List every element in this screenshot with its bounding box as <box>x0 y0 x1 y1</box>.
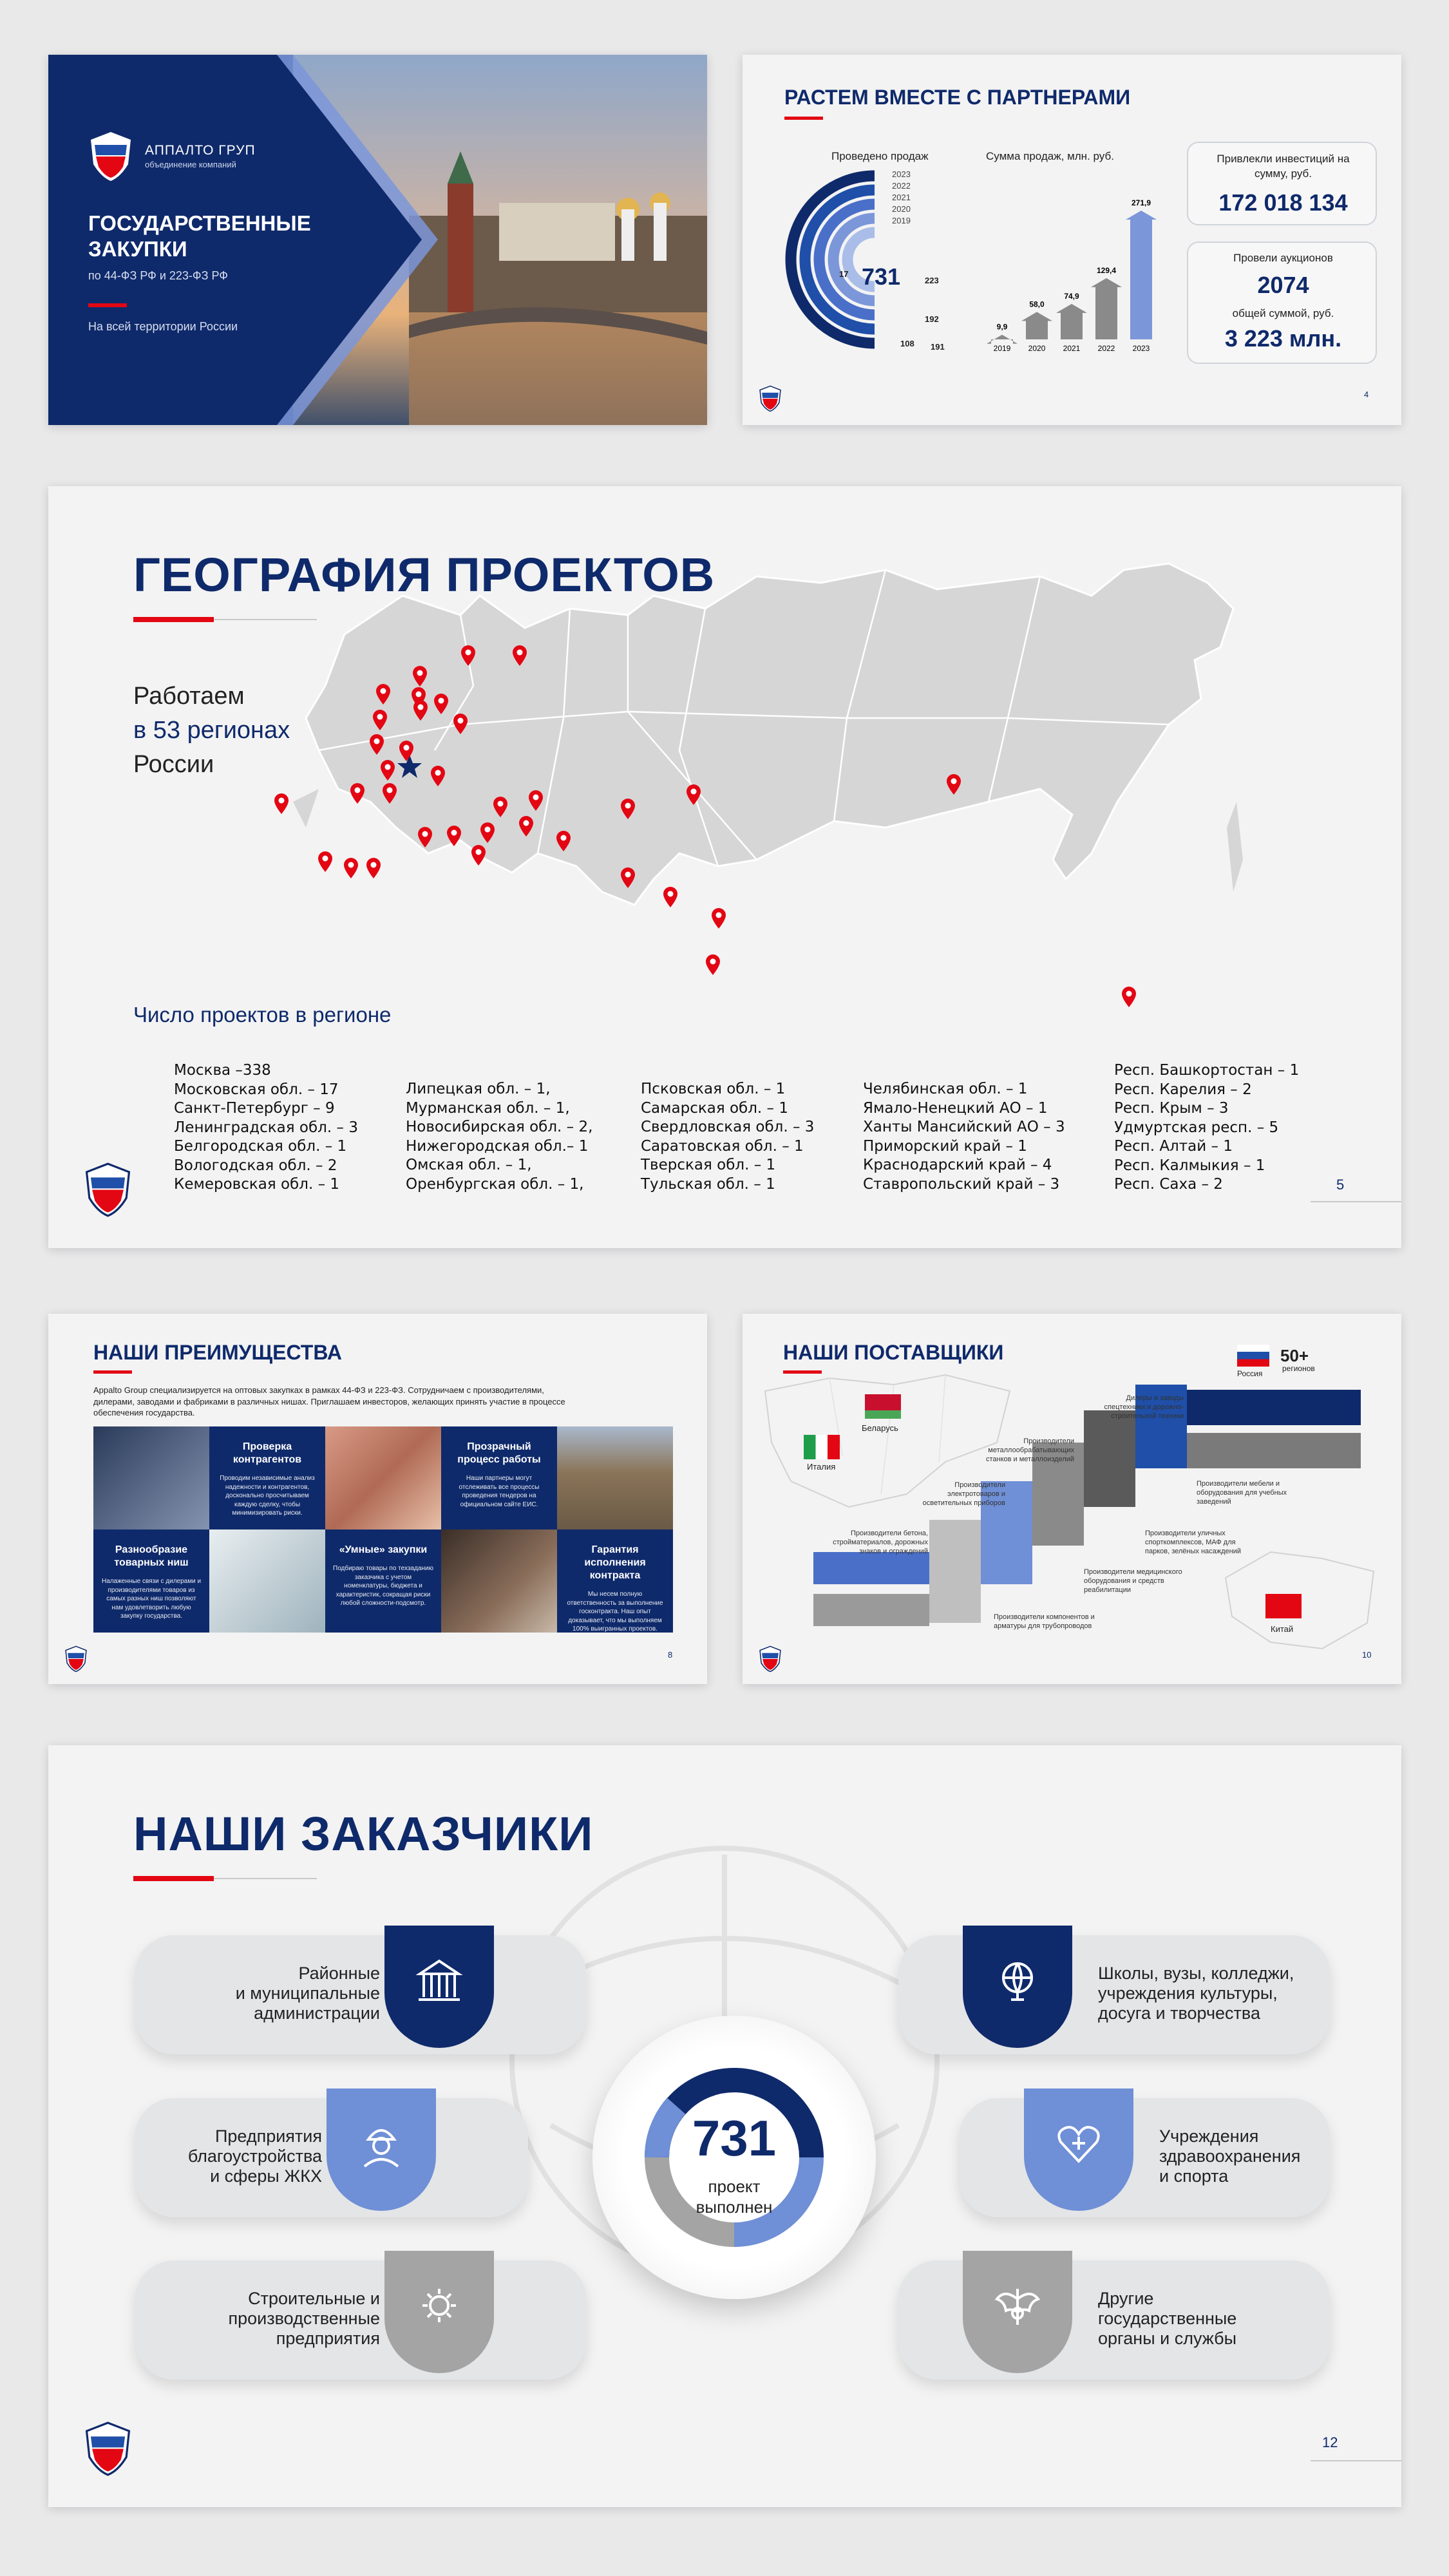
photo-businessman <box>93 1426 209 1530</box>
globe-icon <box>992 1955 1043 2006</box>
slide-advantages <box>48 1314 707 1684</box>
china-label: Китай <box>1271 1624 1294 1634</box>
invest-value: 172 018 134 <box>1218 189 1348 216</box>
bar-value-label: 271,9 <box>1131 198 1151 207</box>
map-pin-icon <box>446 825 462 847</box>
regions-col3: Псковская обл. – 1 Самарская обл. – 1 Свердловская обл. – 3 Саратовская обл. – 1 Тверская обл. – 1 Тульская обл. – 1 <box>641 1081 815 1193</box>
territory-text: На всей территории России <box>88 320 238 333</box>
badge-government <box>963 2251 1072 2373</box>
title-underline <box>133 1876 214 1881</box>
auctions-label: Провели аукционов <box>1233 252 1333 264</box>
photo-money <box>325 1426 441 1530</box>
title-underline <box>93 1370 132 1374</box>
slide2-title: РАСТЕМ ВМЕСТЕ С ПАРТНЕРАМИ <box>784 86 1131 109</box>
map-pin-icon <box>705 954 721 976</box>
tile-verification: Проверка контрагентов Проводим независимые анализ надежности и контрагентов, досконально просчитываем каждую сделку, чтобы минимизировать риски. <box>209 1426 325 1530</box>
sales-bar-chart <box>980 171 1173 364</box>
ring-year-2023: 2023 <box>892 169 911 179</box>
slide-customers <box>48 1745 1401 2507</box>
bar-2021 <box>1056 304 1087 339</box>
logo-shield-icon <box>759 385 782 412</box>
customer-admin-label: Районные и муниципальные администрации <box>235 1964 380 2023</box>
ring-year-2021: 2021 <box>892 193 911 202</box>
russia-label: Россия <box>1237 1369 1263 1378</box>
customer-government-label: Другие государственные органы и службы <box>1098 2289 1237 2349</box>
bar-value-label: 9,9 <box>996 322 1008 332</box>
center-value: 731 <box>692 2110 777 2166</box>
photo-handshake <box>441 1530 557 1633</box>
map-pin-icon <box>511 645 528 667</box>
map-pin-icon <box>368 734 385 755</box>
ring-value-192: 192 <box>925 314 939 324</box>
work-line2: в 53 регионах <box>133 717 290 744</box>
center-label2: выполнен <box>696 2197 773 2217</box>
title-underline-grey <box>214 1878 317 1879</box>
label-medical: Производители медицинского оборудования и средств реабилитации <box>1084 1568 1182 1594</box>
map-pin-icon <box>430 765 446 787</box>
map-pin-icon <box>317 851 334 873</box>
ring-value-191: 191 <box>931 342 945 352</box>
map-pin-icon <box>555 830 572 852</box>
bar-2019 <box>987 335 1018 344</box>
bar-year-label: 2020 <box>1028 344 1046 353</box>
label-furniture: Производители мебели и оборудования для учебных заведений <box>1197 1480 1287 1506</box>
slide-title <box>48 55 707 425</box>
map-pin-icon <box>452 713 469 735</box>
ring-year-2022: 2022 <box>892 181 911 191</box>
photo-building <box>557 1426 673 1530</box>
bar-value-label: 129,4 <box>1096 265 1117 275</box>
ring-year-2020: 2020 <box>892 204 911 214</box>
slide5-title: НАШИ ПОСТАВЩИКИ <box>783 1341 1004 1364</box>
flag-russia <box>1237 1345 1269 1367</box>
map-pin-icon <box>412 699 429 721</box>
slide-geography <box>48 486 1401 1248</box>
map-pin-icon <box>527 790 544 811</box>
red-accent <box>88 303 127 307</box>
badge-schools <box>963 1926 1072 2048</box>
belarus-label: Беларусь <box>862 1423 898 1433</box>
slide-growth <box>743 55 1401 425</box>
photo-calculator <box>209 1530 325 1633</box>
auctions-value: 2074 <box>1257 272 1309 298</box>
page-line <box>1311 1201 1401 1202</box>
regions-count: 50+ <box>1280 1346 1309 1365</box>
work-line3: России <box>133 751 214 778</box>
eagle-emblem-icon <box>992 2280 1043 2331</box>
map-pin-icon <box>381 782 398 804</box>
italy-label: Италия <box>807 1462 836 1472</box>
tile-guarantee: Гарантия исполнения контракта Мы несем полную ответственность за выполнение госконтракта. Наш опыт доказывает, что мы выполняем 100% выигранных проектов. <box>557 1530 673 1633</box>
label-electro: Производители электротоваров и осветительных приборов <box>922 1481 1005 1507</box>
bar-2020 <box>1021 312 1052 339</box>
customer-housing-label: Предприятия благоустройства и сферы ЖКХ <box>187 2126 322 2186</box>
law-subtitle: по 44-ФЗ РФ и 223-ФЗ РФ <box>88 269 228 282</box>
logo-shield-icon <box>84 1162 132 1217</box>
slide-suppliers <box>743 1314 1401 1684</box>
label-sport: Производители уличных спорткомплексов, МАФ для парков, зелёных насаждений <box>1145 1530 1242 1555</box>
page-line <box>1311 2460 1401 2461</box>
sum-title: Сумма продаж, млн. руб. <box>986 150 1114 162</box>
auctions-box <box>1187 242 1377 364</box>
bar-year-label: 2023 <box>1132 344 1150 353</box>
ring-value-17: 17 <box>839 269 849 279</box>
slide4-title: НАШИ ПРЕИМУЩЕСТВА <box>93 1341 342 1364</box>
bar-value-label: 74,9 <box>1064 291 1079 301</box>
ring-value-223: 223 <box>925 276 939 285</box>
company-name: АППАЛТО ГРУП <box>145 143 256 158</box>
map-pin-icon <box>273 793 290 815</box>
map-pin-icon <box>460 645 477 667</box>
map-pin-icon <box>412 665 428 687</box>
regions-count-label: регионов <box>1282 1364 1315 1373</box>
logo-shield-icon <box>759 1645 782 1672</box>
map-pin-icon <box>372 709 388 731</box>
company-subtitle: объединение компаний <box>145 160 236 169</box>
map-pin-icon <box>417 826 433 848</box>
russia-map <box>267 557 1298 931</box>
sales-title: Проведено продаж <box>831 150 929 162</box>
map-pin-icon <box>375 683 392 705</box>
customer-health-label: Учреждения здравоохранения и спорта <box>1159 2126 1301 2186</box>
customer-construction <box>135 2260 586 2380</box>
tile-smart: «Умные» закупки Подбираю товары по техзаданию заказчика с учетом номенклатуры, бюджета и характеристик, сокращая риски любой сложности-подсмотр. <box>325 1530 441 1633</box>
label-pipes: Производители компонентов и арматуры для трубопроводов <box>994 1613 1095 1630</box>
ring-value-108: 108 <box>900 339 914 348</box>
bar-year-label: 2022 <box>1097 344 1115 353</box>
map-pin-icon <box>470 844 487 866</box>
map-pin-icon <box>379 759 396 781</box>
map-pin-icon <box>1121 986 1137 1008</box>
page-number: 12 <box>1322 2434 1338 2450</box>
map-pin-icon <box>365 857 382 879</box>
center-label1: проект <box>708 2177 761 2196</box>
map-pin-icon <box>492 796 509 818</box>
page-number: 10 <box>1362 1650 1372 1660</box>
title-underline <box>784 117 823 120</box>
total-label: общей суммой, руб. <box>1232 307 1334 319</box>
slide1-title-line1: ГОСУДАРСТВЕННЫЕ <box>88 211 311 235</box>
worker-icon <box>355 2117 407 2169</box>
regions-col4: Челябинская обл. – 1 Ямало-Ненецкий АО – 1 Ханты Мансийский АО – 3 Приморский край – 1 Краснодарский край – 4 Ставропольский край – 3 <box>863 1081 1065 1193</box>
invest-box <box>1187 142 1377 225</box>
map-pin-icon <box>710 907 727 929</box>
map-pin-icon <box>433 693 450 715</box>
bar-year-label: 2019 <box>993 344 1011 353</box>
customer-construction-label: Строительные и производственные предприятия <box>228 2289 380 2349</box>
bar-value-label: 58,0 <box>1029 299 1045 309</box>
customer-schools-label: Школы, вузы, колледжи, учреждения культуры, досуга и творчества <box>1098 1964 1294 2023</box>
map-pin-icon <box>343 857 359 879</box>
building-icon <box>413 1955 465 2006</box>
invest-label: Привлекли инвестиций на сумму, руб. <box>1217 153 1350 180</box>
page-number: 4 <box>1364 390 1369 399</box>
gear-wrench-icon <box>413 2280 465 2331</box>
customer-admin <box>135 1935 586 2054</box>
regions-col2: Липецкая обл. – 1, Мурманская обл. – 1, Новосибирская обл. – 2, Нижегородская обл.– 1 Омская обл. – 1, Оренбургская обл. – 1, <box>406 1081 593 1193</box>
map-pin-icon <box>945 773 962 795</box>
tile-variety: Разнообразие товарных ниш Налаженные связи с дилерами и производителями товаров из самых разных ниш позволяют нам удовлетворить любую закупку государства. <box>93 1530 209 1633</box>
badge-housing <box>327 2088 436 2211</box>
work-line1: Работаем <box>133 683 245 710</box>
bar-2023 <box>1126 211 1157 339</box>
badge-admin <box>384 1926 494 2048</box>
map-pin-icon <box>479 822 496 844</box>
page-number: 8 <box>668 1650 673 1660</box>
logo-shield-icon <box>84 2421 132 2476</box>
map-pin-icon <box>620 867 636 889</box>
map-pin-icon <box>662 886 679 908</box>
badge-construction <box>384 2251 494 2373</box>
slide6-title: НАШИ ЗАКАЗЧИКИ <box>133 1807 594 1861</box>
map-pin-icon <box>620 798 636 820</box>
bar-2022 <box>1091 278 1122 339</box>
heart-cross-icon <box>1053 2117 1104 2169</box>
slide3-title: ГЕОГРАФИЯ ПРОЕКТОВ <box>133 548 715 601</box>
badge-health <box>1024 2088 1133 2211</box>
customer-health <box>960 2098 1330 2217</box>
map-pin-icon <box>518 815 535 837</box>
map-pin-icon <box>685 784 702 806</box>
logo-shield-icon <box>88 131 133 182</box>
ring-year-2019: 2019 <box>892 216 911 225</box>
map-pin-icon <box>398 740 415 762</box>
map-pin-icon <box>349 782 366 804</box>
advantages-intro: Appalto Group специализируется на оптовых закупках в рамках 44-ФЗ и 223-ФЗ. Сотрудничаем с производителями, дилерами, заводами и фабриками в различных нишах. Приглашаем инвесторов, желающих принять участие в процессе обеспечения государства. <box>93 1385 565 1418</box>
slide1-title-line2: ЗАКУПКИ <box>88 237 187 261</box>
count-title: Число проектов в регионе <box>133 1003 392 1027</box>
tile-transparency: Прозрачный процесс работы Наши партнеры могут отслеживать все процессы проведения тендеров на официальном сайте ЕИС. <box>441 1426 557 1530</box>
total-value: 3 223 млн. <box>1224 325 1342 352</box>
bar-year-label: 2021 <box>1063 344 1081 353</box>
sales-ring-chart <box>784 169 952 356</box>
regions-col5: Респ. Башкортостан – 1 Респ. Карелия – 2 Респ. Крым – 3 Удмуртская респ. – 5 Респ. Алтай – 1 Респ. Калмыкия – 1 Респ. Саха – 2 <box>1114 1062 1300 1193</box>
page-number: 5 <box>1336 1177 1345 1193</box>
label-metalwork: Производители металлообрабатывающих станков и металлоизделий <box>985 1437 1074 1463</box>
logo-shield-icon <box>64 1645 88 1672</box>
label-special-tech: Дилеры и заводы спецтехники и дорожно-строительной техники <box>1104 1394 1184 1420</box>
title-underline <box>133 617 214 622</box>
ring-center-value: 731 <box>862 263 901 290</box>
label-concrete: Производители бетона, стройматериалов, дорожных знаков и ограждений <box>833 1530 928 1555</box>
regions-col1: Москва –338 Московская обл. – 17 Санкт-Петербург – 9 Ленинградская обл. – 3 Белгородская обл. – 1 Вологодская обл. – 2 Кемеровская обл. – 1 <box>174 1062 358 1193</box>
